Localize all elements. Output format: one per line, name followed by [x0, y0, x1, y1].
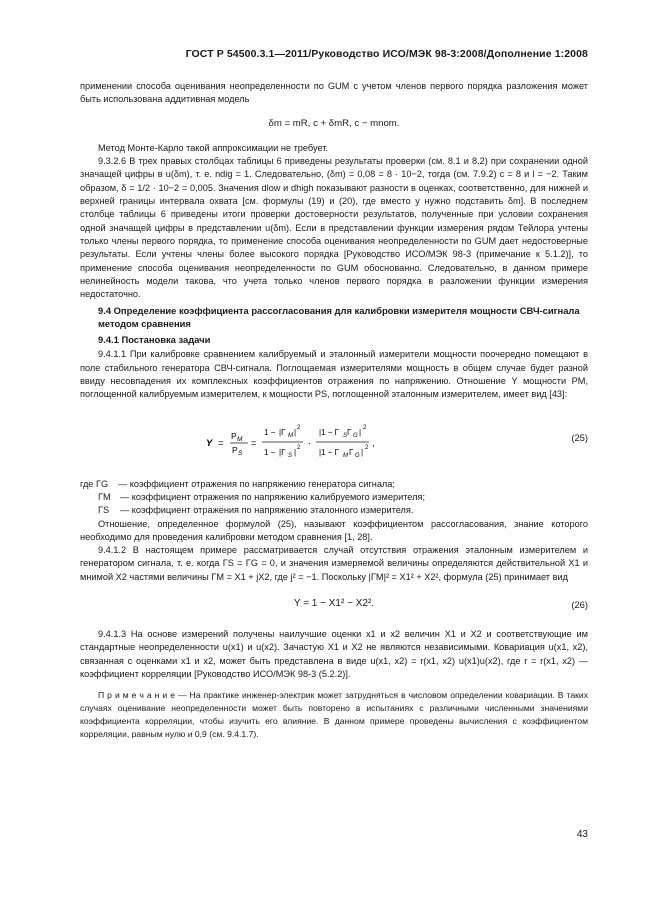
svg-text:G: G: [353, 432, 358, 439]
svg-text:Γ: Γ: [347, 427, 352, 437]
section-heading-9-4-1: 9.4.1 Постановка задачи: [98, 334, 211, 346]
svg-text:|: |: [361, 447, 364, 457]
page-header: ГОСТ Р 54500.3.1—2011/Руководство ИСО/МЭК 98-3:2008/Дополнение 1:2008: [185, 48, 588, 60]
svg-text:=: =: [218, 437, 224, 449]
svg-text:S: S: [238, 449, 243, 457]
equation-25: [80, 412, 588, 470]
svg-text:|1 − Γ: |1 − Γ: [319, 447, 340, 457]
svg-text:P: P: [231, 430, 237, 441]
where-list: [80, 478, 588, 518]
equation-25-graphic: [202, 412, 462, 470]
svg-text:=: =: [251, 437, 257, 449]
note-paragraph: П р и м е ч а н и е — На практике инженер-электрик может затрудняться в числовом определении ковариации. В таких случаях оценивание неопределенности может быть повторено в испытаниях с различными численными значениями коэффициента корреляции, чтобы изучить его влияние. В данном примере проведены вычисления с коэффициентом корреляции, равным нулю и 0,9 (см. 9.4.1.7).: [80, 690, 588, 740]
svg-text:Y: Y: [206, 437, 213, 449]
svg-text:·: ·: [308, 437, 312, 449]
svg-text:|Γ: |Γ: [279, 427, 286, 437]
symbol-gamma-g: ΓG: [95, 478, 109, 489]
page-number: 43: [576, 829, 588, 840]
equation-26-number: (26): [571, 599, 588, 611]
svg-text:S: S: [343, 432, 348, 439]
paragraph-intro: применении способа оценивания неопределенности по GUM с учетом членов первого порядка разложения может быть использована аддитивная модель: [80, 81, 588, 105]
svg-text:Γ: Γ: [349, 447, 354, 457]
symbol-gamma-s: ΓS: [98, 505, 110, 516]
paragraph-9-4-1-2: 9.4.1.2 В настоящем примере рассматривается случай отсутствия отражения эталонным измерителем и генератором сигнала, т. е. когда ΓS = ΓG = 0, и значения измеряемой величины определяются действительной X1 и мнимой X2 частями величины ΓM = X1 + jX2, где j² = −1. Поскольку |ΓM|² = X1² + X2², формула (25) принимает вид: [80, 545, 588, 582]
equation-26-expression: Y = 1 − X1² − X2².: [293, 598, 375, 610]
svg-text:2: 2: [365, 444, 369, 451]
where-item-gamma-s: [80, 504, 588, 517]
page-body: [80, 80, 588, 741]
formula-additive-model: δm = mR, c + δmR, c − mnom.: [268, 117, 400, 129]
svg-text:|: |: [359, 427, 362, 437]
section-heading-9-4: 9.4 Определение коэффициента рассогласования для калибровки измерителя мощности СВЧ-сигнала методом сравнения: [98, 305, 580, 330]
paragraph-9-3-2-6: 9.3.2.6 В трех правых столбцах таблицы 6 приведены результаты проверки (см. 8.1 и 8.2) при сохранении одной значащей цифры в u(δm), т. е. ndig = 1. Следовательно, (δm) = 0,08 = 8 · 10−2, тогда (см. 7.9.2) c = 8 и l = −2. Таким образом, δ = 1/2 · 10−2 = 0,005. Значения dlow и dhigh показывают разности в оценках, соответственно, для нижней и верхней границы интервала охвата [см. формулы (19) и (20), где вместо y нужно подставить δm]. В последнем столбце таблицы 6 приведены итоги проверки достоверности результатов, полученные при условии сохранения одной значащей цифры в представлении u(δm). Если в представлении функции измерения рядом Тейлора учтены только члены первого порядка, то применение способа оценивания неопределенности по GUM дает недостоверные результаты. Если учтены члены более высокого порядка [Руководство ИСО/МЭК 98-3 (примечание к 5.1.2)], то применение способа оценивания неопределенности по GUM обоснованно. Следовательно, в данном примере нелинейность модели такова, что учета только членов первого порядка в разложении функции измерения недостаточно.: [80, 156, 588, 300]
paragraph-9-4-1-1: 9.4.1.1 При калибровке сравнением калибруемый и эталонный измерители мощности поочередно помещают в поле стабильного генератора СВЧ-сигнала. Поглощаемая измерителями мощность в общем случае будет разной ввиду несовпадения их комплексных коэффициентов отражения по напряжению. Отношение Y мощности PM, поглощенной калибруемым измерителем, к мощности PS, поглощенной эталонным измерителем, имеет вид [43]:: [80, 349, 588, 400]
svg-text:|Γ: |Γ: [279, 447, 286, 457]
symbol-gamma-m: ΓM: [98, 491, 111, 502]
definition-gamma-g: — коэффициент отражения по напряжению генератора сигнала;: [117, 478, 395, 489]
svg-text:M: M: [288, 432, 293, 439]
svg-text:2: 2: [297, 444, 301, 451]
paragraph-mismatch-factor: Отношение, определенное формулой (25), называют коэффициентом рассогласования, знание которого необходимо для проведения калибровки методом сравнения [1, 28].: [80, 518, 588, 542]
svg-text:|: |: [294, 447, 297, 457]
svg-text:|1 − Γ: |1 − Γ: [319, 427, 340, 437]
paragraph-9-4-1-3: 9.4.1.3 На основе измерений получены наилучшие оценки x1 и x2 величин X1 и X2 и соответствующие им стандартные неопределенности u(x1) и u(x2). Зачастую X1 и X2 не являются независимыми. Ковариация u(x1, x2), связанная с оценками x1 и x2, может быть представлена в виде u(x1, x2) = r(x1, x2) u(x1)u(x2), где r = r(x1, x2) — коэффициент корреляции [Руководство ИСО/МЭК 98-3 (5.2.2)].: [80, 629, 588, 679]
svg-text:S: S: [288, 452, 293, 459]
svg-text:M: M: [237, 435, 243, 443]
definition-gamma-s: — коэффициент отражения по напряжению эталонного измерителя.: [120, 505, 414, 516]
where-item-gamma-m: [80, 491, 588, 504]
where-item-gamma-g: где ΓG — коэффициент отражения по напряжению генератора сигнала;: [80, 478, 588, 491]
svg-text:|: |: [294, 427, 297, 437]
svg-text:1 −: 1 −: [264, 447, 276, 457]
equation-26: [80, 594, 588, 618]
svg-text:1 −: 1 −: [264, 427, 276, 437]
svg-text:P: P: [232, 444, 238, 455]
svg-text:G: G: [355, 452, 360, 459]
svg-text:M: M: [343, 452, 348, 459]
svg-text:2: 2: [363, 424, 367, 431]
equation-25-number: (25): [571, 431, 588, 443]
svg-text:,: ,: [372, 437, 375, 449]
definition-gamma-m: — коэффициент отражения по напряжению калибруемого измерителя;: [120, 491, 425, 502]
svg-text:2: 2: [297, 424, 301, 431]
paragraph-monte-carlo: Метод Монте-Карло такой аппроксимации не требует.: [98, 142, 329, 153]
